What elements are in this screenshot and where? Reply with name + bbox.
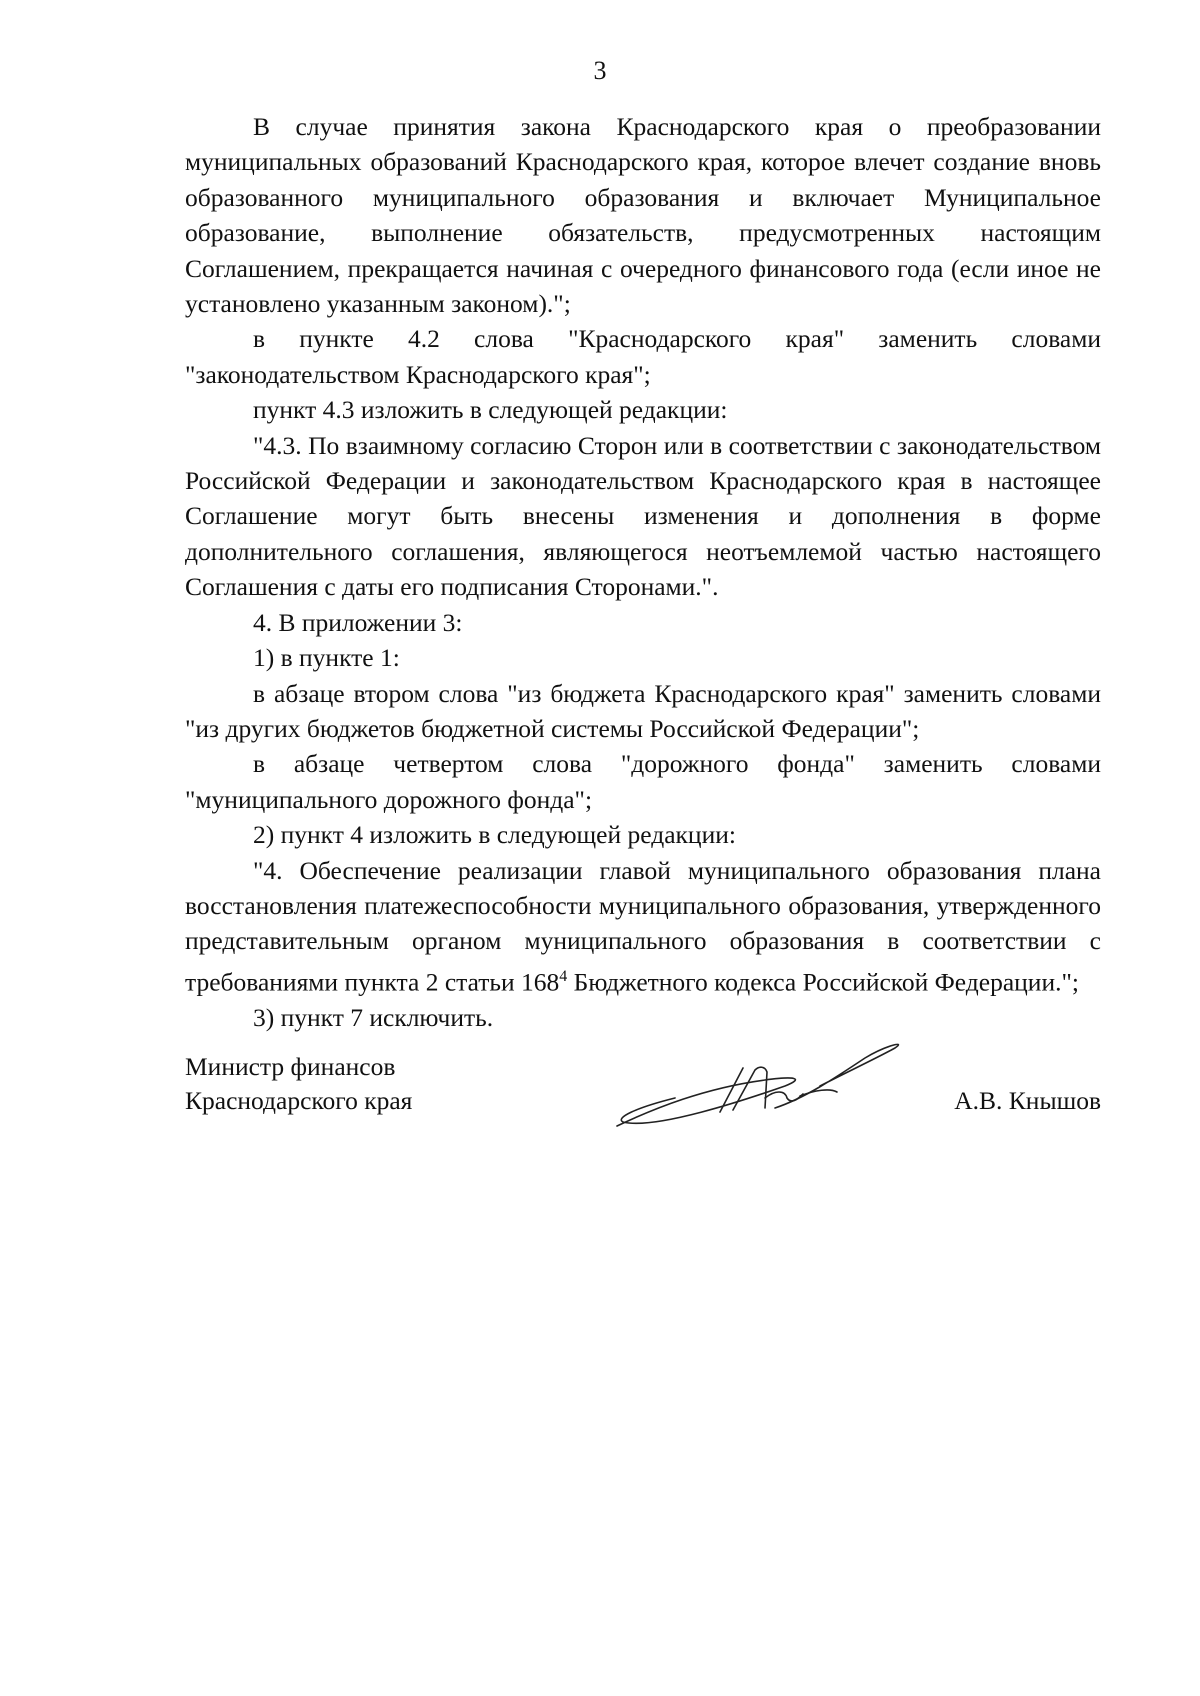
signatory-title	[185, 1050, 412, 1118]
paragraph: 3) пункт 7 исключить.	[253, 1002, 494, 1032]
superscript-4: 4	[559, 967, 568, 985]
paragraph: в пункте 4.2 слова "Краснодарского края" заменить словами "законодательством Краснодарского края";	[185, 324, 1101, 389]
point4-text-end: Бюджетного кодекса Российской Федерации.";	[567, 967, 1079, 997]
document-body	[185, 109, 1101, 1035]
paragraph-point-4	[185, 853, 1101, 1000]
paragraph: 1) в пункте 1:	[253, 643, 400, 673]
signatory-name: А.В. Кнышов	[954, 1086, 1101, 1115]
paragraph: в абзаце четвертом слова "дорожного фонда" заменить словами "муниципального дорожного фонда";	[185, 749, 1101, 814]
paragraph: "4.3. По взаимному согласию Сторон или в соответствии с законодательством Российской Федерации и законодательством Краснодарского края в настоящее Соглашение могут быть внесены изменения и дополнения в форме дополнительного соглашения, являющегося неотъемлемой частью настоящего Соглашения с даты его подписания Сторонами.".	[185, 430, 1101, 602]
page-number: 3	[593, 56, 607, 85]
paragraph: в абзаце втором слова "из бюджета Краснодарского края" заменить словами "из других бюджетов бюджетной системы Российской Федерации";	[185, 678, 1101, 743]
signatory-title-line2: Краснодарского края	[185, 1086, 413, 1115]
handwritten-signature-icon	[615, 1038, 915, 1133]
paragraph: 4. В приложении 3:	[253, 607, 463, 637]
paragraph: В случае принятия закона Краснодарского края о преобразовании муниципальных образований Краснодарского края, которое влечет создание вновь образованного муниципального образования и включает Муниципальное образование, выполнение обязательств, предусмотренных настоящим Соглашением, прекращается начиная с очередного финансового года (если иное не установлено указанным законом).";	[185, 112, 1101, 319]
paragraph: 2) пункт 4 изложить в следующей редакции:	[253, 820, 736, 850]
point4-text: "4. Обеспечение реализации главой муниципального образования плана восстановления платежеспособности муниципального образования, утвержденного представительным органом муниципального образования в соответствии с требованиями пункта 2 статьи 168	[185, 855, 1101, 997]
signature-block	[185, 1050, 1101, 1150]
paragraph: пункт 4.3 изложить в следующей редакции:	[253, 395, 728, 425]
signatory-title-line1: Министр финансов	[185, 1052, 396, 1081]
